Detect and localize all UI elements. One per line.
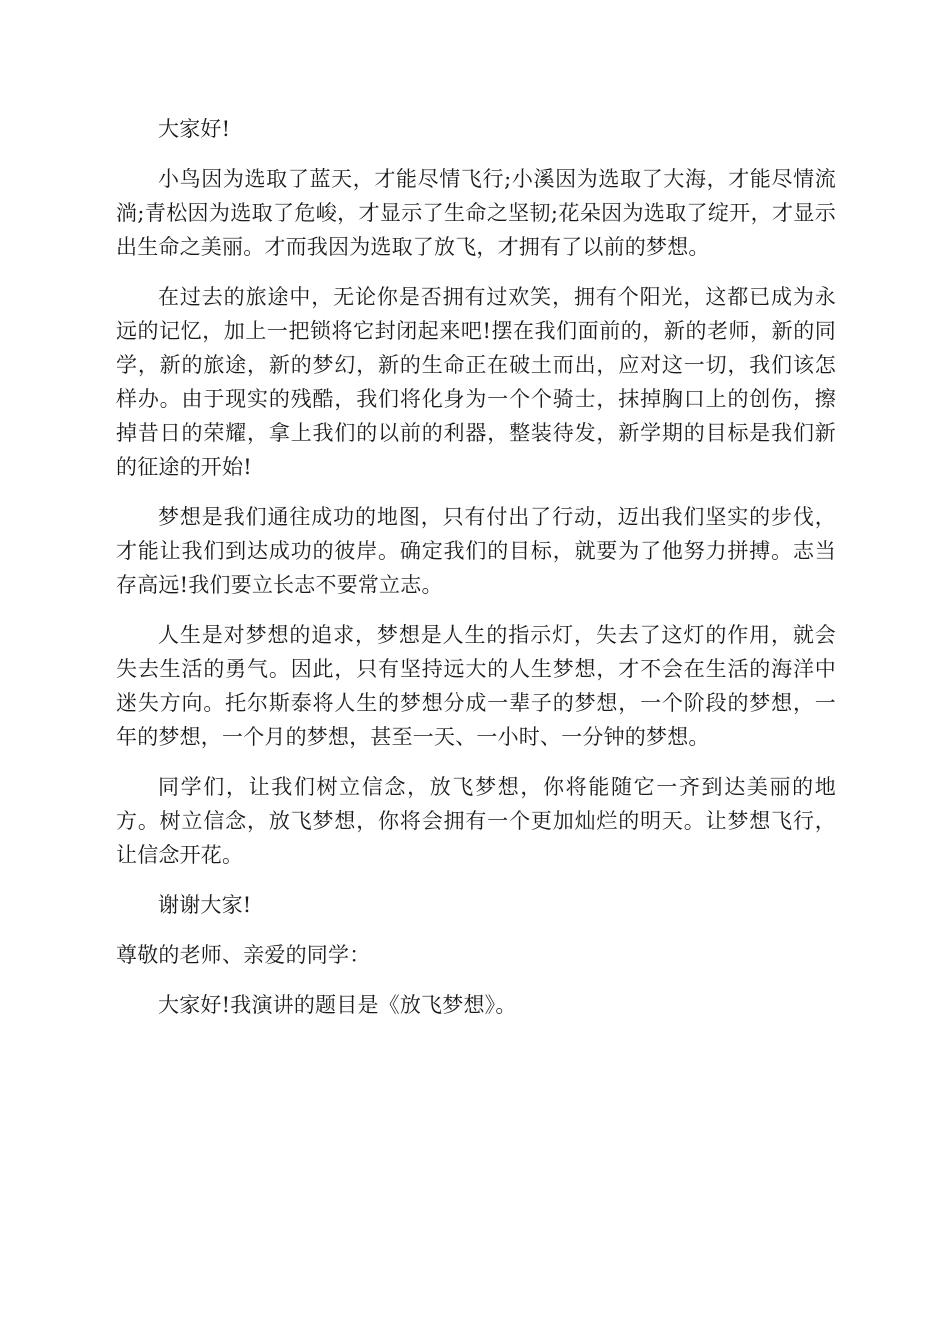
paragraph-speech-title: 大家好!我演讲的题目是《放飞梦想》。 (158, 993, 517, 1017)
paragraph-classmates-call: 同学们，让我们树立信念，放飞梦想，你将能随它一齐到达美丽的地方。树立信念，放飞梦想，你将会拥有一个更加灿烂的明天。让梦想飞行，让信念开花。 (116, 775, 836, 867)
paragraph-thanks: 谢谢大家! (158, 893, 252, 917)
paragraph-birds-and-streams: 小鸟因为选取了蓝天，才能尽情飞行;小溪因为选取了大海，才能尽情流淌;青松因为选取了危峻，才显示了生命之坚韧;花朵因为选取了绽开，才显示出生命之美丽。才而我因为选取了放飞，才拥有了以前的梦想。 (116, 167, 836, 259)
paragraph-greeting: 大家好! (158, 117, 231, 141)
paragraph-dream-map: 梦想是我们通往成功的地图，只有付出了行动，迈出我们坚实的步伐，才能让我们到达成功的彼岸。确定我们的目标，就要为了他努力拼搏。志当存高远!我们要立长志不要常立志。 (116, 505, 836, 597)
paragraph-past-journey: 在过去的旅途中，无论你是否拥有过欢笑，拥有个阳光，这都已成为永远的记忆，加上一把锁将它封闭起来吧!摆在我们面前的，新的老师，新的同学，新的旅途，新的梦幻，新的生命正在破土而出，应对这一切，我们该怎样办。由于现实的残酷，我们将化身为一个个骑士，抹掉胸口上的创伤，擦掉昔日的荣耀，拿上我们的以前的利器，整装待发，新学期的目标是我们新的征途的开始! (116, 285, 836, 479)
document-body (116, 112, 836, 1038)
paragraph-salutation: 尊敬的老师、亲爱的同学： (116, 943, 371, 967)
paragraph-life-and-dream: 人生是对梦想的追求，梦想是人生的指示灯，失去了这灯的作用，就会失去生活的勇气。因此，只有坚持远大的人生梦想，才不会在生活的海洋中迷失方向。托尔斯泰将人生的梦想分成一辈子的梦想，一个阶段的梦想，一年的梦想，一个月的梦想，甚至一天、一小时、一分钟的梦想。 (116, 623, 836, 749)
